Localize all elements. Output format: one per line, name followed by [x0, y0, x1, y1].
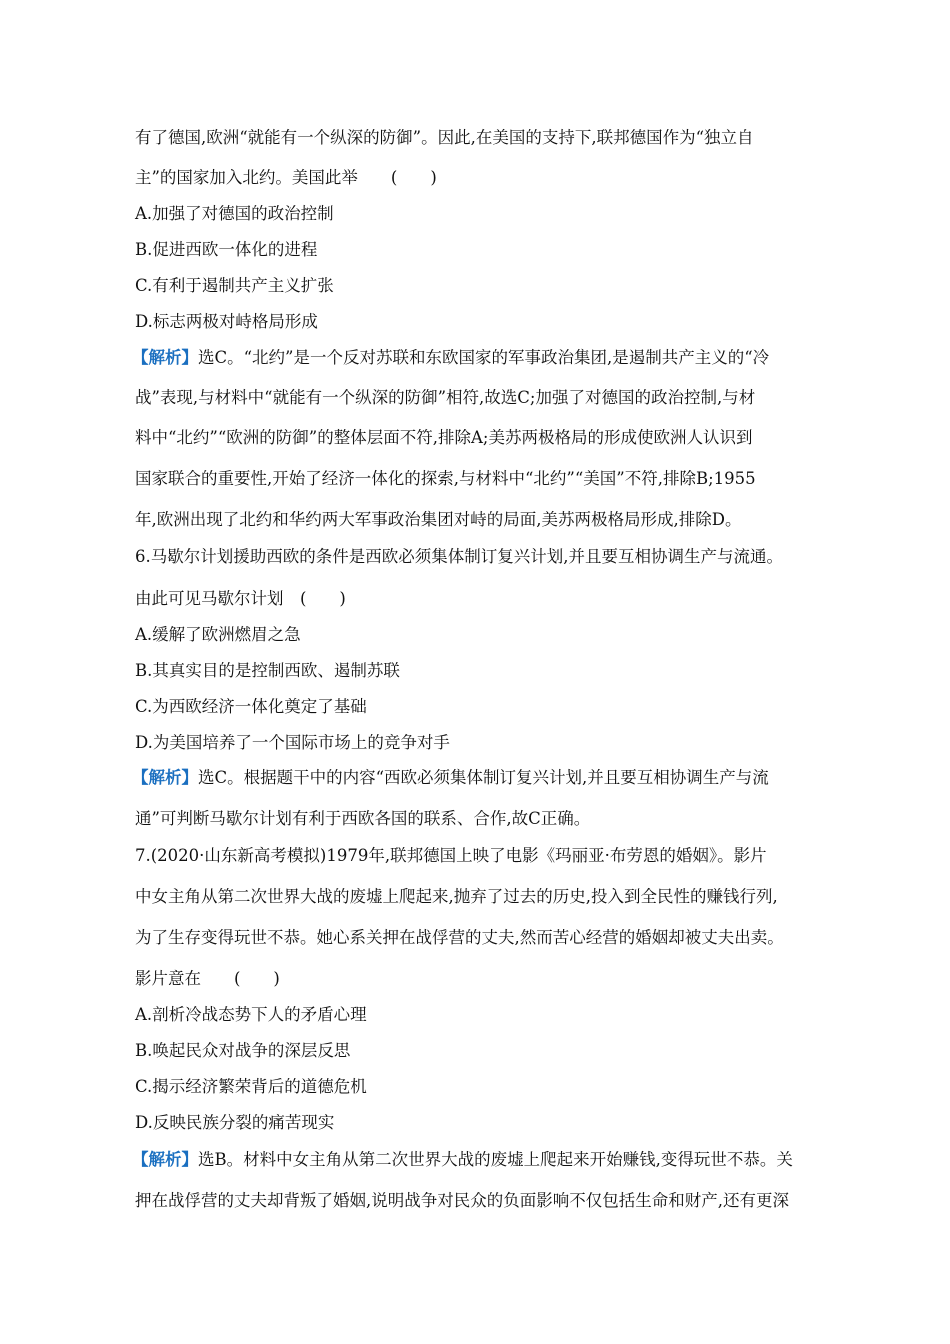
q5-analysis-text-1: 选C。“北约”是一个反对苏联和东欧国家的军事政治集团,是遏制共产主义的“冷 [198, 348, 770, 367]
q5-option-a: A.加强了对德国的政治控制 [135, 204, 334, 223]
analysis-label: 【解析】 [132, 348, 198, 367]
q5-option-d: D.标志两极对峙格局形成 [135, 312, 318, 331]
analysis-label: 【解析】 [132, 1150, 198, 1169]
q6-analysis-text-1: 选C。根据题干中的内容“西欧必须集体制订复兴计划,并且要互相协调生产与流 [198, 768, 769, 787]
q7-option-a: A.剖析冷战态势下人的矛盾心理 [135, 1005, 367, 1024]
q5-analysis-line-1 [132, 346, 822, 370]
q5-analysis-line-2: 战”表现,与材料中“就能有一个纵深的防御”相符,故选C;加强了对德国的政治控制,与材 [135, 388, 756, 407]
q6-analysis-line-2: 通”可判断马歇尔计划有利于西欧各国的联系、合作,故C正确。 [135, 809, 591, 828]
q7-stem-line-3: 为了生存变得玩世不恭。她心系关押在战俘营的丈夫,然而苦心经营的婚姻却被丈夫出卖。 [135, 928, 784, 947]
q5-option-b: B.促进西欧一体化的进程 [135, 240, 318, 259]
q7-option-b: B.唤起民众对战争的深层反思 [135, 1041, 351, 1060]
q6-stem-line-2: 由此可见马歇尔计划 ( ) [135, 589, 346, 608]
q5-analysis-line-4: 国家联合的重要性,开始了经济一体化的探索,与材料中“北约”“美国”不符,排除B;1955 [135, 469, 756, 488]
q6-analysis-line-1 [132, 766, 822, 790]
q7-analysis-line-2: 押在战俘营的丈夫却背叛了婚姻,说明战争对民众的负面影响不仅包括生命和财产,还有更深 [135, 1191, 789, 1210]
q7-analysis-text-1: 选B。材料中女主角从第二次世界大战的废墟上爬起来开始赚钱,变得玩世不恭。关 [198, 1150, 793, 1169]
q5-stem-line-1: 有了德国,欧洲“就能有一个纵深的防御”。因此,在美国的支持下,联邦德国作为“独立自 [135, 128, 754, 147]
q7-analysis-line-1 [132, 1148, 822, 1172]
q7-stem-line-2: 中女主角从第二次世界大战的废墟上爬起来,抛弃了过去的历史,投入到全民性的赚钱行列, [135, 887, 778, 906]
q6-option-b: B.其真实目的是控制西欧、遏制苏联 [135, 661, 400, 680]
q6-option-c: C.为西欧经济一体化奠定了基础 [135, 697, 367, 716]
q6-option-a: A.缓解了欧洲燃眉之急 [135, 625, 301, 644]
q5-analysis-line-5: 年,欧洲出现了北约和华约两大军事政治集团对峙的局面,美苏两极格局形成,排除D。 [135, 510, 742, 529]
q7-stem-line-4: 影片意在 ( ) [135, 969, 280, 988]
q5-analysis-line-3: 料中“北约”“欧洲的防御”的整体层面不符,排除A;美苏两极格局的形成使欧洲人认识到 [135, 428, 753, 447]
q5-option-c: C.有利于遏制共产主义扩张 [135, 276, 334, 295]
q6-option-d: D.为美国培养了一个国际市场上的竞争对手 [135, 733, 450, 752]
q6-stem-line-1: 6.马歇尔计划援助西欧的条件是西欧必须集体制订复兴计划,并且要互相协调生产与流通。 [135, 547, 783, 566]
q5-stem-line-2: 主”的国家加入北约。美国此举 ( ) [135, 168, 437, 187]
analysis-label: 【解析】 [132, 768, 198, 787]
q7-stem-line-1: 7.(2020·山东新高考模拟)1979年,联邦德国上映了电影《玛丽亚·布劳恩的婚姻》。影片 [135, 846, 767, 865]
q7-option-c: C.揭示经济繁荣背后的道德危机 [135, 1077, 367, 1096]
q7-option-d: D.反映民族分裂的痛苦现实 [135, 1113, 335, 1132]
